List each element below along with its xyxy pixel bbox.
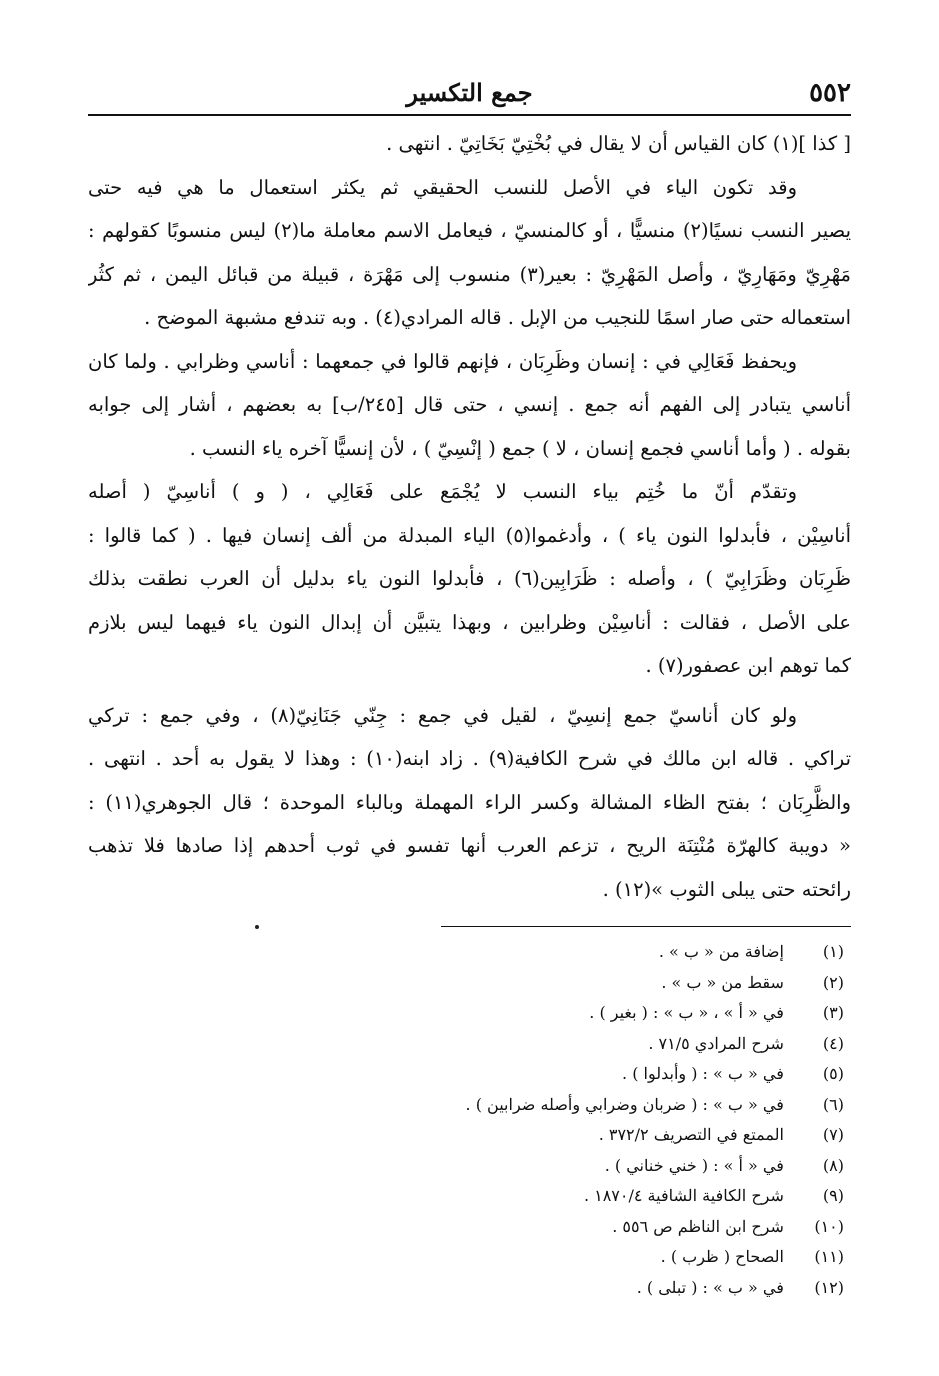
footnote-text: سقط من « ب » .: [661, 972, 784, 992]
footnote: [88, 1181, 844, 1212]
footnote-number: (٦): [822, 1094, 844, 1114]
text-line: أناسي يتبادر إلى الفهم أنه جمع . إنسي ، حتى قال [٢٤٥/ب] به بعضهم ، أشار إلى جوابه: [88, 393, 851, 416]
footnote-number: (١): [822, 942, 844, 961]
footnote-number: (٢): [822, 972, 844, 992]
text-line: ولو كان أناسيّ جمع إنسِيّ ، لقيل في جمع : جِنّي جَنَانِيّ(٨) ، وفي جمع : تركي: [88, 703, 798, 727]
text-line: والظَّرِبَان ؛ بفتح الظاء المشالة وكسر الراء المهملة وبالباء الموحدة ؛ قال الجوهري(١١) :: [88, 790, 851, 814]
footnote-number: (١٠): [814, 1216, 844, 1236]
text-line: ظَرِبَان وظَرَابِيّ ) ، وأصله : ظَرَابِين(٦) ، فأبدلوا النون ياء بدليل أن العرب نطقت بذلك: [88, 567, 851, 590]
footnote-number: (١٢): [814, 1277, 844, 1297]
footnote-text: في « أ » : ( خني خناني ) .: [604, 1155, 784, 1175]
footnote: [88, 1151, 844, 1182]
header-rule: [88, 114, 851, 116]
footnote-number: (٩): [822, 1186, 844, 1205]
footnote-number: (٤): [822, 1033, 844, 1053]
footnote-number: (٧): [822, 1125, 844, 1144]
footnote: [88, 1212, 844, 1243]
footnote-text: في « ب » : ( تبلى ) .: [636, 1277, 784, 1297]
footnote-number: (١١): [814, 1247, 844, 1266]
text-line: بقوله . ( وأما أناسي فجمع إنسان ، لا ) جمع ( إنْسِيّ ) ، لأن إنسيًّا آخره ياء النسب .: [189, 436, 851, 460]
footnote: [88, 968, 844, 999]
text-line: [ كذا ](١) كان القياس أن لا يقال في بُخْتِيّ بَخَاتِيّ . انتهى .: [386, 132, 851, 155]
footnote: [88, 1242, 844, 1273]
footnote-number: (٨): [822, 1155, 844, 1175]
footnote-text: شرح الكافية الشافية ١٨٧٠/٤ .: [583, 1186, 784, 1205]
text-line: « دويبة كالهرّة مُنْتِنَة الريح ، تزعم العرب أنها تفسو في ثوب أحدهم إذا صادها فلا تذهب: [88, 834, 851, 857]
footnote: [88, 1120, 844, 1151]
text-line: كما توهم ابن عصفور(٧) .: [645, 654, 851, 677]
footnote: [88, 1059, 844, 1090]
footnote-text: في « أ » ، « ب » : ( بغير ) .: [589, 1003, 784, 1022]
footnote-text: في « ب » : ( وأبدلوا ) .: [622, 1064, 784, 1083]
footnote-text: إضافة من « ب » .: [658, 942, 784, 961]
text-line: يصير النسب نسيًا(٢) منسيًّا ، أو كالمنسيّ ، فيعامل الاسم معاملة ما(٢) ليس منسوبًا كقولهم :: [88, 219, 851, 242]
text-line: مَهْرِيّ ومَهَارِيّ ، وأصل المَهْرِيّ : بعير(٣) منسوب إلى مَهْرَة ، قبيلة من قبائل اليمن ، ثم كثُر: [88, 262, 851, 286]
stray-dot: [255, 925, 259, 929]
text-line: رائحته حتى يبلى الثوب »(١٢) .: [602, 877, 851, 901]
footnote-text: الصحاح ( ظرب ) .: [660, 1247, 784, 1266]
footnote-text: في « ب » : ( ضربان وضرابي وأصله ضرابين ) .: [465, 1094, 784, 1114]
footnote: [88, 998, 844, 1029]
text-line: استعماله حتى صار اسمًا للنجيب من الإبل . قاله المرادي(٤) . وبه تندفع مشبهة الموضح .: [144, 306, 851, 329]
page-number: ٥٥٢: [809, 78, 851, 108]
footnote-number: (٣): [822, 1003, 844, 1022]
footnote-text: الممتع في التصريف ٣٧٢/٢ .: [598, 1125, 784, 1144]
text-line: أناسِيْن ، فأبدلوا النون ياء ) ، وأدغموا(٥) الياء المبدلة من ألف إنسان فيها . ( كما قالوا :: [88, 523, 851, 547]
main-text: [88, 122, 851, 911]
text-line: وقد تكون الياء في الأصل للنسب الحقيقي ثم يكثر استعمال ما هي فيه حتى: [88, 175, 797, 199]
footnote-text: شرح ابن الناظم ص ٥٥٦ .: [612, 1216, 784, 1236]
footnote: [88, 937, 844, 968]
footnote: [88, 1029, 844, 1060]
text-line: على الأصل ، فقالت : أناسِيْن وظرابين ، وبهذا يتبيَّن أن إبدال النون ياء فيهما ليس بلازم: [88, 610, 851, 634]
footnote-rule: [441, 926, 851, 927]
running-title: جمع التكسير: [406, 78, 533, 107]
text-line: وتقدّم أنّ ما خُتِم بياء النسب لا يُجْمَع على فَعَالِي ، ( و ) أناسِيّ ( أصله: [88, 480, 797, 503]
footnote-text: شرح المرادي ٧١/٥ .: [648, 1033, 784, 1053]
footnote: [88, 1090, 844, 1121]
page-header: [88, 78, 851, 114]
text-line: ويحفظ فَعَالِي في : إنسان وظَرِبَان ، فإنهم قالوا في جمعهما : أناسي وظرابي . ولما كان: [88, 349, 797, 373]
footnote: [88, 1273, 844, 1304]
footnotes: [88, 937, 844, 1303]
footnote-number: (٥): [822, 1064, 844, 1083]
text-line: تراكي . قاله ابن مالك في شرح الكافية(٩) . زاد ابنه(١٠) : وهذا لا يقول به أحد . انتهى .: [88, 747, 851, 770]
